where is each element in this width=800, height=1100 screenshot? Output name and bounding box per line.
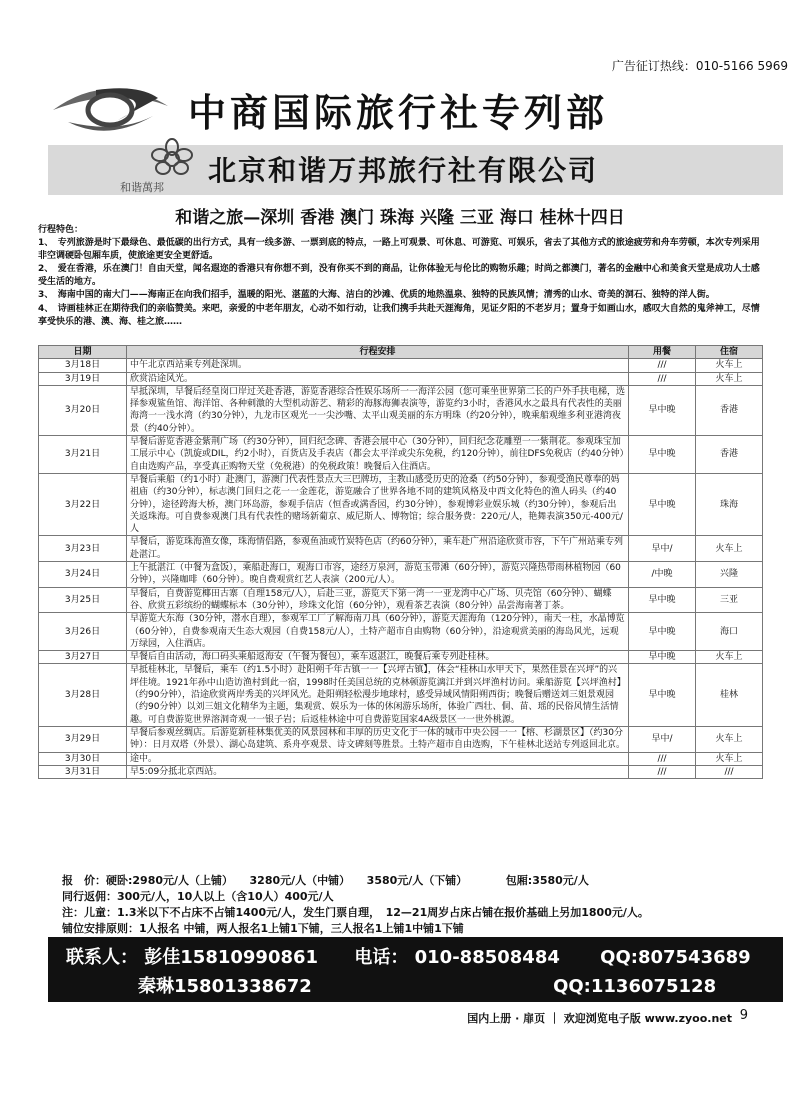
row-date: 3月30日 [39, 752, 127, 765]
contact-row-2 [138, 972, 716, 998]
itinerary-table [38, 345, 763, 779]
row-stay: 桂林 [696, 664, 763, 726]
table-row [39, 359, 763, 372]
row-stay: 火车上 [696, 651, 763, 664]
table-row [39, 473, 763, 535]
row-plan: 早抵深圳，早餐后经皇岗口岸过关赴香港，游览香港综合性娱乐场所一一海洋公园（您可乘坐世界第二长的户外手扶电梯，选择参观鲨鱼馆、海洋馆、各种刺激的大型机动游艺、精彩的海豚海狮表演等，游览约3小时，香港风水之最具有代表性的美丽海湾一一浅水湾（约30分钟），九龙市区观光一一尖沙嘴、太平山观美丽的东方明珠（约20分钟），晚乘船观维多利亚港湾夜景（约40分钟）。 [127, 385, 629, 435]
row-date: 3月21日 [39, 436, 127, 474]
row-plan: 早餐后，自费游览椰田古寨（自理158元/人），后赴三亚，游览天下第一湾一一亚龙湾中心广场、贝壳馆（60分钟）、蝴蝶谷、欣赏五彩缤纷的蝴蝶标本（30分钟），珍珠文化馆（60分钟），观看茶艺表演（80分钟）品尝海南著丁茶。 [127, 587, 629, 613]
row-meal: 早中晚 [629, 385, 696, 435]
row-meal: /// [629, 372, 696, 385]
contact-row-1 [66, 943, 751, 969]
table-row [39, 562, 763, 588]
header-bottom [48, 145, 783, 195]
row-meal: 早中晚 [629, 436, 696, 474]
row-date: 3月29日 [39, 726, 127, 752]
tel-label: 电话： [354, 947, 409, 968]
row-meal: 早中/ [629, 726, 696, 752]
row-date: 3月18日 [39, 359, 127, 372]
table-row [39, 765, 763, 778]
row-stay: /// [696, 765, 763, 778]
row-stay: 珠海 [696, 473, 763, 535]
contact-label: 联系人： [66, 947, 138, 968]
table-row [39, 385, 763, 435]
row-date: 3月27日 [39, 651, 127, 664]
row-date: 3月24日 [39, 562, 127, 588]
row-meal: /// [629, 765, 696, 778]
col-header-meal: 用餐 [629, 346, 696, 359]
row-date: 3月22日 [39, 473, 127, 535]
feature-item: 4、 诗画桂林正在期待我们的亲临赞美。来吧，亲爱的中老年朋友，心动不如行动，让我们携手共赴天涯海角，见证夕阳的不老岁月；置身于如画山水，感叹大自然的鬼斧神工，尽情享受快乐的港、澳、海、桂之旅…… [38, 303, 760, 327]
table-row [39, 726, 763, 752]
row-plan: 欣赏沿途风光。 [127, 372, 629, 385]
row-meal: 早中晚 [629, 664, 696, 726]
row-date: 3月26日 [39, 613, 127, 651]
row-stay: 海口 [696, 613, 763, 651]
company-title-1: 中商国际旅行社专列部 [188, 91, 609, 135]
tour-title: 和谐之旅—深圳 香港 澳门 珠海 兴隆 三亚 海口 桂林十四日 [175, 208, 625, 228]
col-header-stay: 住宿 [696, 346, 763, 359]
row-stay: 火车上 [696, 726, 763, 752]
row-plan: 早餐后，游览珠海渔女像，珠海情侣路，参观鱼油或竹炭特色店（约60分钟），乘车赴广州沿途欣赏市容，下午广州站乘专列赴湛江。 [127, 536, 629, 562]
row-plan: 中午北京西站乘专列赴深圳。 [127, 359, 629, 372]
feature-item: 1、 专列旅游是时下最绿色、最低碳的出行方式，具有一线多游、一票到底的特点，一路上可观景、可休息、可游览、可娱乐，省去了其他方式的旅途疲劳和舟车劳顿，本次专列采用非空调硬卧包厢车质，使旅途更安全更舒适。 [38, 238, 760, 262]
hexie-logo-text: 和谐萬邦 [120, 181, 164, 194]
berth-rule-line: 铺位安排原则：1人报名 中铺，两人报名1上铺1下铺，三人报名1上铺1中铺1下铺 [62, 922, 464, 935]
table-row [39, 436, 763, 474]
row-stay: 火车上 [696, 536, 763, 562]
page-number: 9 [739, 1008, 748, 1023]
col-header-date: 日期 [39, 346, 127, 359]
table-row [39, 587, 763, 613]
row-date: 3月20日 [39, 385, 127, 435]
table-row [39, 536, 763, 562]
table-row [39, 752, 763, 765]
row-stay: 火车上 [696, 372, 763, 385]
price-line: 报 价：硬卧:2980元/人（上铺） 3280元/人（中铺） 3580元/人（下铺） 包厢:3580元/人 [62, 874, 589, 887]
table-header-row [39, 346, 763, 359]
table-row [39, 664, 763, 726]
tel-number: 010-88508484 [414, 947, 560, 968]
row-plan: 早餐后参观丝绸店。后游览新桂林集优美的风景园林和丰厚的历史文化于一体的城市中央公园一一【榕、杉湖景区】（约30分钟）：日月双塔（外景）、湖心岛建筑、系舟亭观景、诗文碑刻等胜景。土特产超市自由选购，下午桂林北送站专列返回北京。 [127, 726, 629, 752]
contact-person-2: 秦琳15801338672 [138, 976, 312, 997]
table-row [39, 372, 763, 385]
company-title-2: 北京和谐万邦旅行社有限公司 [208, 154, 599, 187]
row-meal: /中晚 [629, 562, 696, 588]
table-row [39, 651, 763, 664]
row-meal: 早中晚 [629, 613, 696, 651]
row-plan: 途中。 [127, 752, 629, 765]
row-stay: 三亚 [696, 587, 763, 613]
contact-bar [48, 937, 783, 1002]
feature-item: 2、 爱在香港，乐在澳门！自由天堂，闻名遐迩的香港只有你想不到，没有你买不到的商品，让你体验无与伦比的购物乐趣；时尚之都澳门，著名的金融中心和美食天堂是成功人士感受生活的地方。 [38, 264, 760, 288]
row-plan: 早餐后游览香港金紫荆广场（约30分钟），回归纪念碑、香港会展中心（30分钟），回归纪念花雕塑一一紫荆花。参观珠宝加工展示中心（凯旋或DIL，约2小时），百货店及手表店（都会太平洋或尖东免税，约120分钟），前往DFS免税店（约40分钟）自由选购产品，享受真正购物天堂（免税港）的免税政策！晚餐后入住酒店。 [127, 436, 629, 474]
row-date: 3月28日 [39, 664, 127, 726]
row-meal: 早中/ [629, 536, 696, 562]
row-meal: /// [629, 752, 696, 765]
row-date: 3月31日 [39, 765, 127, 778]
pricing-section [62, 873, 772, 937]
row-stay: 香港 [696, 436, 763, 474]
col-header-plan: 行程安排 [127, 346, 629, 359]
table-row [39, 613, 763, 651]
feature-item: 3、 海南中国的南大门——海南正在向我们招手，温暖的阳光、湛蓝的大海、洁白的沙滩、优质的地热温泉、独特的民族风情；清秀的山水、奇美的洞石、独特的洋人街。 [38, 290, 715, 301]
row-date: 3月19日 [39, 372, 127, 385]
row-stay: 火车上 [696, 359, 763, 372]
contact-person-1: 彭佳15810990861 [144, 947, 319, 968]
zhongshang-logo-icon [48, 76, 173, 142]
features-section [38, 224, 763, 329]
row-plan: 早游览大东海（30分钟，潜水自理），参观军工厂了解海南刀具（60分钟），游览天涯海角（120分钟），南天一柱，水晶博览（60分钟），自费参观南天生态大观园（自费158元/人），土特产超市自由购物（60分钟），沿途观赏美丽的海岛风光，远观万绿园，入住酒店。 [127, 613, 629, 651]
row-meal: 早中晚 [629, 651, 696, 664]
row-date: 3月25日 [39, 587, 127, 613]
child-note-line: 注：儿童：1.3米以下不占床不占铺1400元/人，发生门票自理， 12—21周岁占床占铺在报价基础上另加1800元/人。 [62, 906, 649, 919]
row-plan: 早餐后自由活动，海口码头乘船返海安（午餐为餐包），乘车返湛江，晚餐后乘专列赴桂林。 [127, 651, 629, 664]
row-date: 3月23日 [39, 536, 127, 562]
features-heading: 行程特色： [38, 225, 84, 235]
header-top [48, 74, 783, 144]
row-meal: 早中晚 [629, 473, 696, 535]
row-stay: 兴隆 [696, 562, 763, 588]
row-stay: 火车上 [696, 752, 763, 765]
commission-line: 同行返佣：300元/人，10人以上（含10人）400元/人 [62, 890, 334, 903]
row-plan: 早餐后乘船（约1小时）赴澳门，游澳门代表性景点大三巴牌坊，主教山感受历史的沧桑（约50分钟），参观受渔民尊奉的妈祖庙（约30分钟），标志澳门回归之花一一金莲花，游览融合了世界各地不同的建筑风格及中西文化特色的渔人码头（约40分钟），途径跨海大桥，澳门环岛游，参观手信店（恒香或满香园，约30分钟），参观博彩业娱乐城（约30分钟），参观后出关返珠海。可自费参观澳门具有代表性的赌场新葡京、威尼斯人、博物馆；综合服务费：220元/人，艳舞表演350元-400元/人 [127, 473, 629, 535]
row-plan: 早抵桂林北，早餐后，乘车（约1.5小时）赴阳朔千年古镇一一【兴坪古镇】，体会“桂林山水甲天下，果然佳景在兴坪”的兴坪佳境。1921年孙中山造访渔村到此一宿，1998时任美国总统的克林顿游览漓江并到兴坪渔村访问。乘船游览【兴坪渔村】（约90分钟），沿途欣赏两岸秀美的兴坪风光。赴阳朔轻松漫步地球村，感受异域风情阳朔西街；晚餐后赠送刘三姐景观园（约90分钟）以刘三姐文化精华为主题，集观赏、娱乐为一体的休闲游乐场所，体验广西壮、侗、苗、瑶的民俗风情生活情趣。可自费游览世界溶洞奇观一一银子岩；后返桂林途中可自费游览国家4A级景区一一世外桃源。 [127, 664, 629, 726]
row-meal: 早中晚 [629, 587, 696, 613]
row-plan: 早5:09分抵北京西站。 [127, 765, 629, 778]
row-meal: /// [629, 359, 696, 372]
row-stay: 香港 [696, 385, 763, 435]
row-plan: 上午抵湛江（中餐为盒饭），乘船赴海口，观海口市容，途经万泉河，游览玉带滩（60分钟），游览兴隆热带雨林植物园（60分钟），兴隆咖啡（60分钟）。晚自费观赏红艺人表演（200元/人）。 [127, 562, 629, 588]
ad-hotline: 广告征订热线：010-5166 5969 [611, 59, 788, 73]
qq-2: QQ:1136075128 [553, 976, 717, 997]
qq-1: QQ:807543689 [600, 947, 751, 968]
footer-text: 国内上册 · 扉页 ｜ 欢迎浏览电子版 www.zyoo.net [467, 1012, 732, 1025]
